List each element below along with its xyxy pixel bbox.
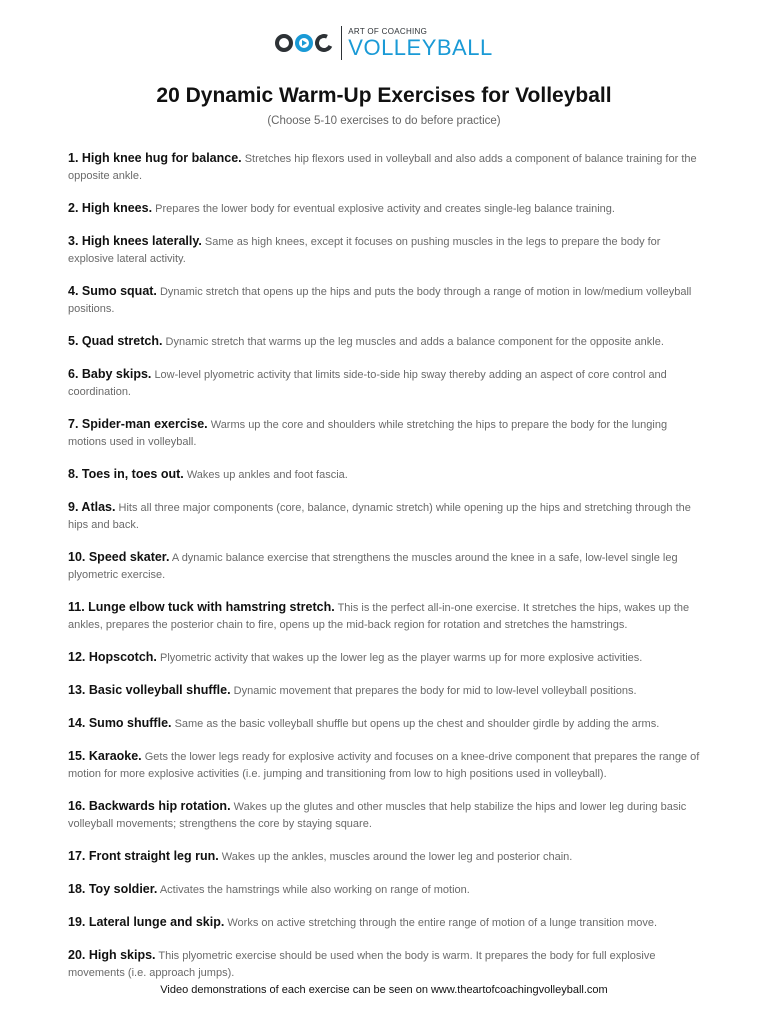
list-item <box>68 283 708 318</box>
list-item <box>68 416 708 451</box>
exercise-name: 17. Front straight leg run. <box>68 849 219 863</box>
exercise-name: 15. Karaoke. <box>68 749 142 763</box>
exercise-name: 8. Toes in, toes out. <box>68 467 184 481</box>
exercise-description: Works on active stretching through the entire range of motion of a lunge transition move. <box>227 917 658 929</box>
exercise-description: Plyometric activity that wakes up the lower leg as the player warms up for more explosive activities. <box>159 652 643 664</box>
page-subtitle: (Choose 5-10 exercises to do before practice) <box>267 115 501 127</box>
logo-tagline: ART OF COACHING <box>348 26 428 36</box>
exercise-name: 20. High skips. <box>68 948 156 962</box>
exercise-name: 7. Spider-man exercise. <box>68 417 208 431</box>
exercise-name: 18. Toy soldier. <box>68 882 158 896</box>
exercise-name: 9. Atlas. <box>68 500 116 514</box>
exercise-description: Wakes up the glutes and other muscles that help stabilize the hips and lower leg during basic volleyball movements; strengthens the core by staying square. <box>68 801 687 830</box>
exercise-name: 19. Lateral lunge and skip. <box>68 915 225 929</box>
exercise-description: Dynamic stretch that warms up the leg muscles and adds a balance component for the opposite ankle. <box>165 336 664 348</box>
exercise-name: 16. Backwards hip rotation. <box>68 799 231 813</box>
list-item <box>68 715 708 733</box>
exercise-name: 3. High knees laterally. <box>68 234 202 248</box>
list-item <box>68 848 708 866</box>
exercise-name: 5. Quad stretch. <box>68 334 163 348</box>
exercise-description: This plyometric exercise should be used when the body is warm. It prepares the body for full explosive movements (i.e. approach jumps). <box>68 950 656 979</box>
list-item <box>68 200 708 218</box>
list-item <box>68 914 708 932</box>
exercise-name: 12. Hopscotch. <box>68 650 157 664</box>
exercise-description: Stretches hip flexors used in volleyball and also adds a component of balance training for the opposite ankle. <box>68 153 697 182</box>
logo-wordmark: VOLLEYBALL <box>348 34 493 60</box>
footer-note: Video demonstrations of each exercise can be seen on www.theartofcoachingvolleyball.com <box>160 984 608 996</box>
list-item <box>68 549 708 584</box>
exercise-description: Dynamic stretch that opens up the hips and puts the body through a range of motion in low/medium volleyball positions. <box>68 286 692 315</box>
list-item <box>68 333 708 351</box>
exercise-description: Hits all three major components (core, balance, dynamic stretch) while opening up the hips and stretching through the hips and back. <box>68 502 691 531</box>
list-item <box>68 649 708 667</box>
exercise-name: 6. Baby skips. <box>68 367 152 381</box>
exercise-description: Activates the hamstrings while also working on range of motion. <box>159 884 470 896</box>
list-item <box>68 599 708 634</box>
exercise-description: Low-level plyometric activity that limits side-to-side hip sway thereby adding an aspect of core control and coordination. <box>68 369 667 398</box>
list-item <box>68 682 708 700</box>
exercise-description: Dynamic movement that prepares the body for mid to low-level volleyball positions. <box>233 685 637 697</box>
exercise-description: Wakes up ankles and foot fascia. <box>186 469 348 481</box>
exercise-description: Same as the basic volleyball shuffle but opens up the chest and shoulder girdle by adding the arms. <box>174 718 660 730</box>
list-item <box>68 150 708 185</box>
exercise-name: 4. Sumo squat. <box>68 284 157 298</box>
list-item <box>68 947 708 982</box>
list-item <box>68 233 708 268</box>
exercise-description: A dynamic balance exercise that strengthens the muscles around the knee in a safe, low-level single leg plyometric exercise. <box>68 552 678 581</box>
list-item <box>68 466 708 484</box>
exercise-name: 11. Lunge elbow tuck with hamstring stretch. <box>68 600 335 614</box>
exercise-name: 13. Basic volleyball shuffle. <box>68 683 231 697</box>
logo-divider <box>341 26 342 60</box>
exercise-list <box>68 150 708 997</box>
exercise-description: Warms up the core and shoulders while stretching the hips to prepare the body for the lunging motions used in volleyball. <box>68 419 668 448</box>
exercise-name: 1. High knee hug for balance. <box>68 151 242 165</box>
exercise-description: Wakes up the ankles, muscles around the lower leg and posterior chain. <box>221 851 573 863</box>
list-item <box>68 366 708 401</box>
list-item <box>68 881 708 899</box>
exercise-name: 2. High knees. <box>68 201 153 215</box>
aoc-logo-icon <box>275 34 333 52</box>
page-title: 20 Dynamic Warm-Up Exercises for Volleyball <box>156 84 612 107</box>
exercise-name: 10. Speed skater. <box>68 550 170 564</box>
exercise-description: Same as high knees, except it focuses on pushing muscles in the legs to prepare the body for explosive lateral activity. <box>68 236 661 265</box>
exercise-description: Prepares the lower body for eventual explosive activity and creates single-leg balance training. <box>155 203 615 215</box>
list-item <box>68 499 708 534</box>
list-item <box>68 748 708 783</box>
exercise-description: This is the perfect all-in-one exercise. It stretches the hips, wakes up the ankles, prepares the posterior chain to fire, opens up the mid-back region for rotation and stretches the hamstrings. <box>68 602 690 631</box>
exercise-name: 14. Sumo shuffle. <box>68 716 172 730</box>
exercise-description: Gets the lower legs ready for explosive activity and focuses on a knee-drive component that prepares the range of motion for more explosive activities (i.e. jumping and transitioning from low to high positions used in volleyball). <box>68 751 700 780</box>
list-item <box>68 798 708 833</box>
logo <box>0 26 768 60</box>
